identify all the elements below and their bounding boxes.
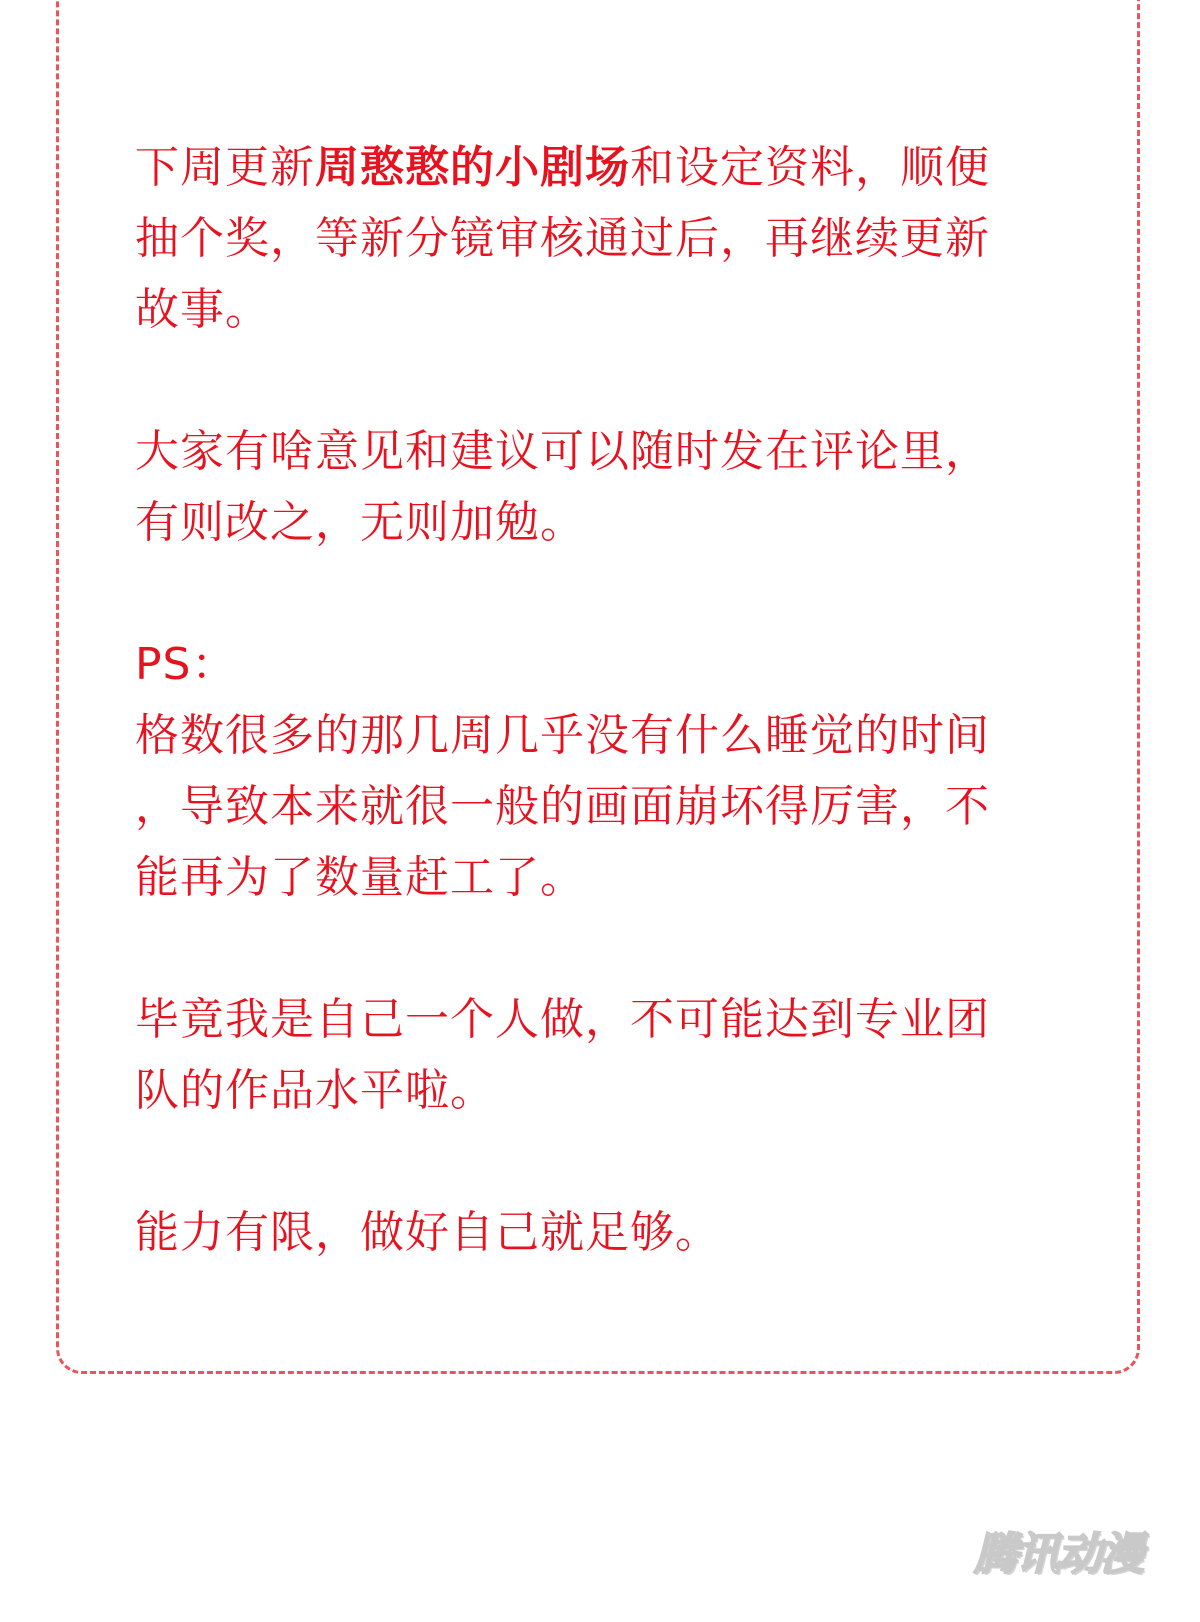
text-line: 能力有限，做好自己就足够。 (135, 1207, 720, 1258)
text-line: ，导致本来就很一般的画面崩坏得厉害，不 (135, 781, 990, 832)
text-line: 故事。 (135, 284, 270, 335)
note-text (135, 132, 1065, 1339)
paragraph-update-notice (135, 132, 1065, 345)
text-line: 抽个奖，等新分镜审核通过后，再继续更新 (135, 213, 990, 264)
text-line: 毕竟我是自己一个人做，不可能达到专业团 (135, 994, 990, 1045)
paragraph-closing (135, 1197, 1065, 1268)
text-segment: 下周更新 (135, 142, 315, 193)
text-line (135, 132, 1065, 203)
text-line: PS： (135, 639, 237, 690)
paragraph-ps (135, 629, 1065, 913)
text-line: 能再为了数量赶工了。 (135, 852, 585, 903)
text-line: 有则改之，无则加勉。 (135, 497, 585, 548)
text-line: 大家有啥意见和建议可以随时发在评论里， (135, 426, 990, 477)
text-line: 队的作品水平啦。 (135, 1065, 495, 1116)
highlighted-title: 周憨憨的小剧场 (315, 142, 630, 193)
tencent-comic-watermark: 腾讯动漫 (974, 1529, 1142, 1580)
text-segment: 和设定资料，顺便 (630, 142, 990, 193)
paragraph-feedback (135, 416, 1065, 558)
text-line: 格数很多的那几周几乎没有什么睡觉的时间 (135, 710, 990, 761)
paragraph-solo-work (135, 984, 1065, 1126)
